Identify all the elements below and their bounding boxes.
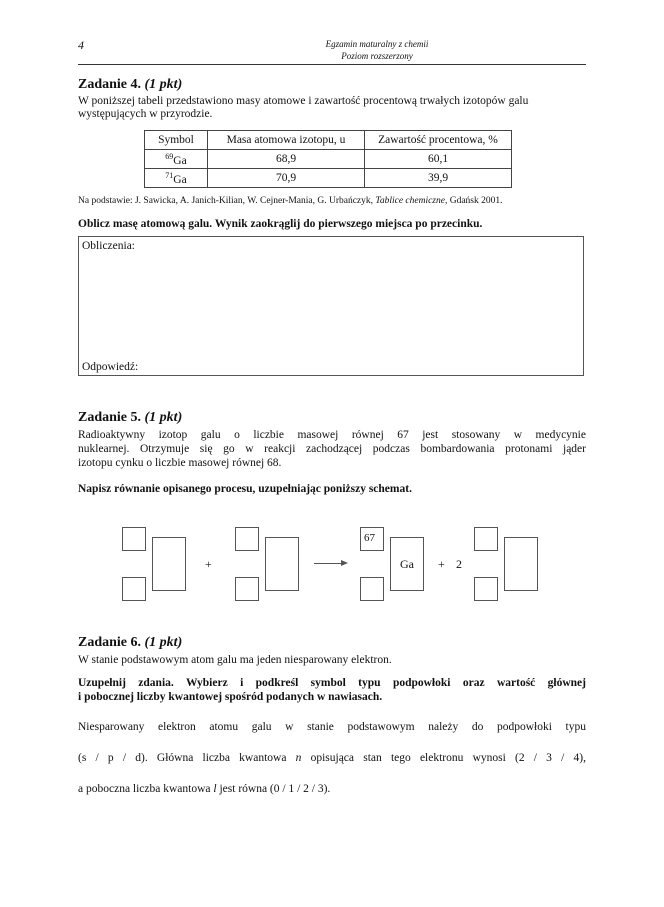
calculation-box[interactable] (78, 236, 584, 376)
table-row (145, 169, 512, 188)
task6-sentence-line3: a poboczna liczba kwantowa l jest równa (0 / 1 / 2 / 3). (78, 783, 331, 795)
reactant1-mass-box[interactable] (122, 527, 146, 551)
reactant1-atomic-box[interactable] (122, 577, 146, 601)
table-header-mass: Masa atomowa izotopu, u (208, 131, 365, 150)
reactant2-atomic-box[interactable] (235, 577, 259, 601)
page-header-title (0, 38, 664, 62)
product1-mass-box: 67 (360, 527, 384, 551)
task4-intro: W poniższej tabeli przedstawiono masy atomowe i zawartość procentową trwałych izotopów galu występujących w przyrodzie. (78, 95, 529, 120)
task5-intro-line1: Radioaktywny izotop galu o liczbie masowej równej 67 jest stosowany w medycynie (78, 429, 586, 441)
page-number: 4 (78, 38, 84, 52)
table-header-percent: Zawartość procentowa, % (365, 131, 512, 150)
arrow-head-icon (341, 560, 348, 566)
task6-sentence-line2: (s / p / d). Główna liczba kwantowa n opisująca stan tego elektronu wynosi (2 / 3 / 4), (78, 752, 586, 764)
task6-points: (1 pkt) (144, 635, 183, 650)
task6-heading (78, 635, 182, 651)
reactant1-symbol-box[interactable] (152, 537, 186, 591)
isotope-table (144, 130, 512, 188)
task5-instruction: Napisz równanie opisanego procesu, uzupełniając poniższy schemat. (78, 483, 412, 495)
isotope-percent: 39,9 (365, 169, 512, 188)
task5-heading (78, 410, 182, 426)
task4-heading (78, 77, 182, 93)
table-header-row (145, 131, 512, 150)
reactant2-symbol-box[interactable] (265, 537, 299, 591)
product2-atomic-box[interactable] (474, 577, 498, 601)
plus-sign: + (205, 557, 212, 571)
task4-title: Zadanie 4. (78, 77, 142, 92)
isotope-mass: 70,9 (208, 169, 365, 188)
product1-atomic-box[interactable] (360, 577, 384, 601)
plus-sign-2: + (438, 557, 445, 571)
header-rule (78, 64, 586, 65)
task5-title: Zadanie 5. (78, 410, 142, 425)
header-title-line2: Poziom rozszerzony (341, 51, 413, 61)
task5-points: (1 pkt) (144, 410, 183, 425)
isotope-symbol: $^{69}$Ga (145, 150, 208, 169)
source-citation: Na podstawie: J. Sawicka, A. Janich-Kilian, W. Cejner-Mania, G. Urbańczyk, Tablice chemiczne, Gdańsk 2001. (78, 196, 503, 206)
task6-instruction-line1: Uzupełnij zdania. Wybierz i podkreśl symbol typu podpowłoki oraz wartość głównej (78, 677, 586, 689)
answer-label: Odpowiedź: (82, 361, 139, 373)
table-row (145, 150, 512, 169)
task6-sentence-line1: Niesparowany elektron atomu galu w stanie podstawowym należy do podpowłoki typu (78, 721, 586, 733)
task5-intro-line2: nuklearnej. Otrzymuje się go w reakcji zachodzącej podczas bombardowania protonami jąder (78, 443, 586, 455)
calc-label: Obliczenia: (82, 240, 136, 252)
task5-intro-line3: izotopu cynku o liczbie masowej równej 68. (78, 457, 282, 469)
task4-points: (1 pkt) (144, 77, 183, 92)
task6-title: Zadanie 6. (78, 635, 142, 650)
isotope-mass: 68,9 (208, 150, 365, 169)
isotope-percent: 60,1 (365, 150, 512, 169)
header-title-line1: Egzamin maturalny z chemii (325, 39, 429, 49)
product1-symbol-box: Ga (390, 537, 424, 591)
table-header-symbol: Symbol (145, 131, 208, 150)
task6-intro: W stanie podstawowym atom galu ma jeden niesparowany elektron. (78, 654, 392, 666)
product2-symbol-box[interactable] (504, 537, 538, 591)
isotope-symbol: $^{71}$Ga (145, 169, 208, 188)
product2-mass-box[interactable] (474, 527, 498, 551)
task4-instruction: Oblicz masę atomową galu. Wynik zaokrąglij do pierwszego miejsca po przecinku. (78, 218, 483, 230)
product2-coefficient: 2 (456, 557, 462, 571)
reaction-arrow (314, 563, 342, 564)
reactant2-mass-box[interactable] (235, 527, 259, 551)
task6-instruction-line2: i pobocznej liczby kwantowej spośród podanych w nawiasach. (78, 691, 383, 703)
